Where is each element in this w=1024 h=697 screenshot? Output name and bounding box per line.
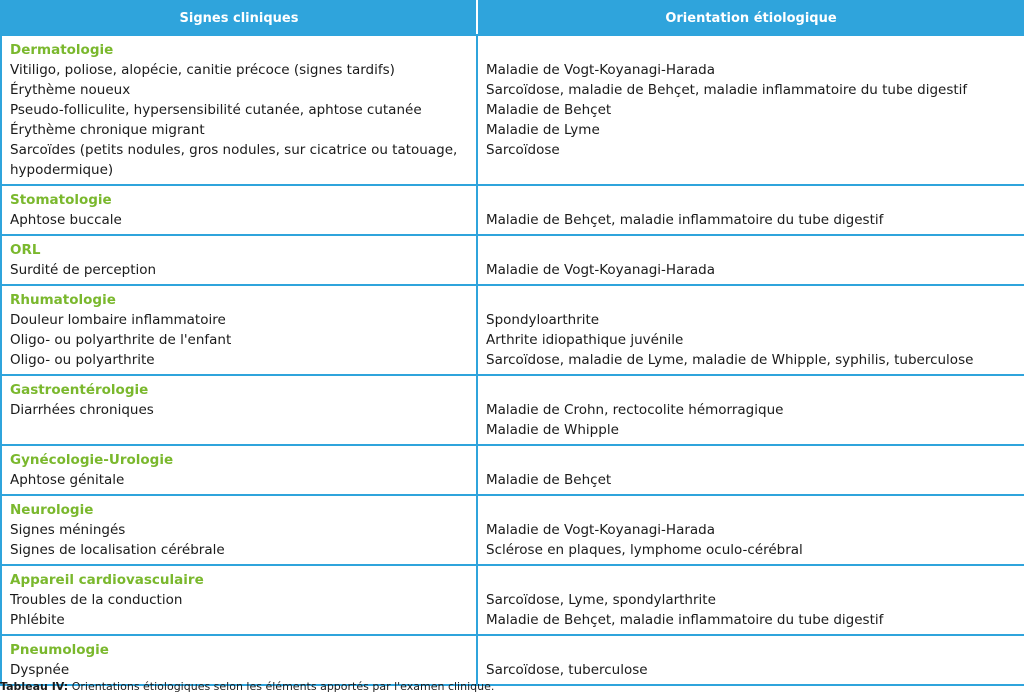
header-orientation-etiologique: Orientation étiologique [477, 1, 1024, 35]
spacer [486, 240, 1016, 260]
orientation-cell [477, 565, 1024, 635]
caption-label: Tableau IV: [0, 680, 69, 693]
etiologic-orientation: Arthrite idiopathique juvénile [486, 332, 684, 348]
orientation-cell [477, 375, 1024, 445]
category-heading: Stomatologie [10, 192, 112, 208]
table-row [1, 495, 1024, 565]
spacer [486, 640, 1016, 660]
category-heading: Dermatologie [10, 42, 114, 58]
category-heading: Neurologie [10, 502, 94, 518]
table-row [1, 235, 1024, 285]
signs-cell [1, 375, 477, 445]
spacer [486, 500, 1016, 520]
etiologic-orientation: Maladie de Lyme [486, 122, 600, 138]
signs-cell [1, 285, 477, 375]
table-row [1, 445, 1024, 495]
table-row [1, 565, 1024, 635]
signs-cell [1, 445, 477, 495]
orientation-cell [477, 185, 1024, 235]
category-heading: Rhumatologie [10, 292, 116, 308]
etiologic-orientation: Maladie de Behçet [486, 472, 612, 488]
signs-cell [1, 35, 477, 185]
spacer [486, 450, 1016, 470]
category-heading: Pneumologie [10, 642, 109, 658]
table-row [1, 285, 1024, 375]
spacer [486, 290, 1016, 310]
clinical-sign: Signes méningés [10, 522, 126, 538]
etiologic-orientation: Sarcoïdose, tuberculose [486, 662, 648, 678]
spacer [486, 570, 1016, 590]
table-body [1, 35, 1024, 685]
clinical-sign: Érythème noueux [10, 82, 131, 98]
category-heading: Gastroentérologie [10, 382, 149, 398]
table-caption [0, 680, 494, 693]
table-row [1, 635, 1024, 685]
orientation-cell [477, 635, 1024, 685]
etiologic-orientation: Sclérose en plaques, lymphome oculo-cérébral [486, 542, 803, 558]
clinical-sign: Surdité de perception [10, 262, 157, 278]
clinical-sign: Diarrhées chroniques [10, 402, 154, 418]
table-row [1, 375, 1024, 445]
table-row [1, 35, 1024, 185]
clinical-sign: Aphtose buccale [10, 212, 122, 228]
signs-cell [1, 565, 477, 635]
signs-cell [1, 235, 477, 285]
clinical-sign: Sarcoïdes (petits nodules, gros nodules, sur cicatrice ou tatouage, hypodermique) [10, 142, 458, 178]
signs-cell [1, 495, 477, 565]
caption-text: Orientations étiologiques selon les éléments apportés par l'examen clinique. [68, 680, 495, 693]
clinical-sign: Érythème chronique migrant [10, 122, 205, 138]
clinical-sign: Aphtose génitale [10, 472, 125, 488]
spacer [486, 380, 1016, 400]
spacer [486, 190, 1016, 210]
signs-cell [1, 635, 477, 685]
etiologic-orientation: Sarcoïdose, maladie de Behçet, maladie inflammatoire du tube digestif [486, 82, 968, 98]
clinical-sign: Vitiligo, poliose, alopécie, canitie précoce (signes tardifs) [10, 62, 395, 78]
etiologic-orientation: Sarcoïdose, maladie de Lyme, maladie de Whipple, syphilis, tuberculose [486, 352, 974, 368]
clinical-sign: Signes de localisation cérébrale [10, 542, 225, 558]
clinical-sign: Dyspnée [10, 662, 70, 678]
etiologic-orientation: Spondyloarthrite [486, 312, 600, 328]
clinical-sign: Phlébite [10, 612, 65, 628]
orientation-cell [477, 495, 1024, 565]
clinical-sign: Pseudo-folliculite, hypersensibilité cutanée, aphtose cutanée [10, 102, 422, 118]
etiologic-orientation: Sarcoïdose, Lyme, spondylarthrite [486, 592, 716, 608]
category-heading: Gynécologie-Urologie [10, 452, 174, 468]
etiologic-orientation: Maladie de Behçet [486, 102, 612, 118]
clinical-sign: Douleur lombaire inflammatoire [10, 312, 226, 328]
category-heading: ORL [10, 242, 41, 258]
category-heading: Appareil cardiovasculaire [10, 572, 204, 588]
clinical-sign: Troubles de la conduction [10, 592, 183, 608]
signs-cell [1, 185, 477, 235]
orientation-cell [477, 35, 1024, 185]
etiologic-orientation: Maladie de Behçet, maladie inflammatoire du tube digestif [486, 212, 884, 228]
orientation-cell [477, 235, 1024, 285]
etiologic-orientation: Sarcoïdose [486, 142, 560, 158]
clinical-sign: Oligo- ou polyarthrite [10, 352, 155, 368]
etiologic-orientation: Maladie de Vogt-Koyanagi-Harada [486, 522, 716, 538]
etiologic-orientation: Maladie de Vogt-Koyanagi-Harada [486, 62, 716, 78]
table-header [1, 1, 1024, 35]
orientation-cell [477, 445, 1024, 495]
etiologic-orientation: Maladie de Vogt-Koyanagi-Harada [486, 262, 716, 278]
header-signes-cliniques: Signes cliniques [1, 1, 477, 35]
etiologic-orientation: Maladie de Behçet, maladie inflammatoire du tube digestif [486, 612, 884, 628]
etiologic-orientation: Maladie de Whipple [486, 422, 619, 438]
orientation-cell [477, 285, 1024, 375]
etiologic-orientation: Maladie de Crohn, rectocolite hémorragique [486, 402, 784, 418]
table-row [1, 185, 1024, 235]
spacer [486, 40, 1016, 60]
clinical-sign: Oligo- ou polyarthrite de l'enfant [10, 332, 232, 348]
